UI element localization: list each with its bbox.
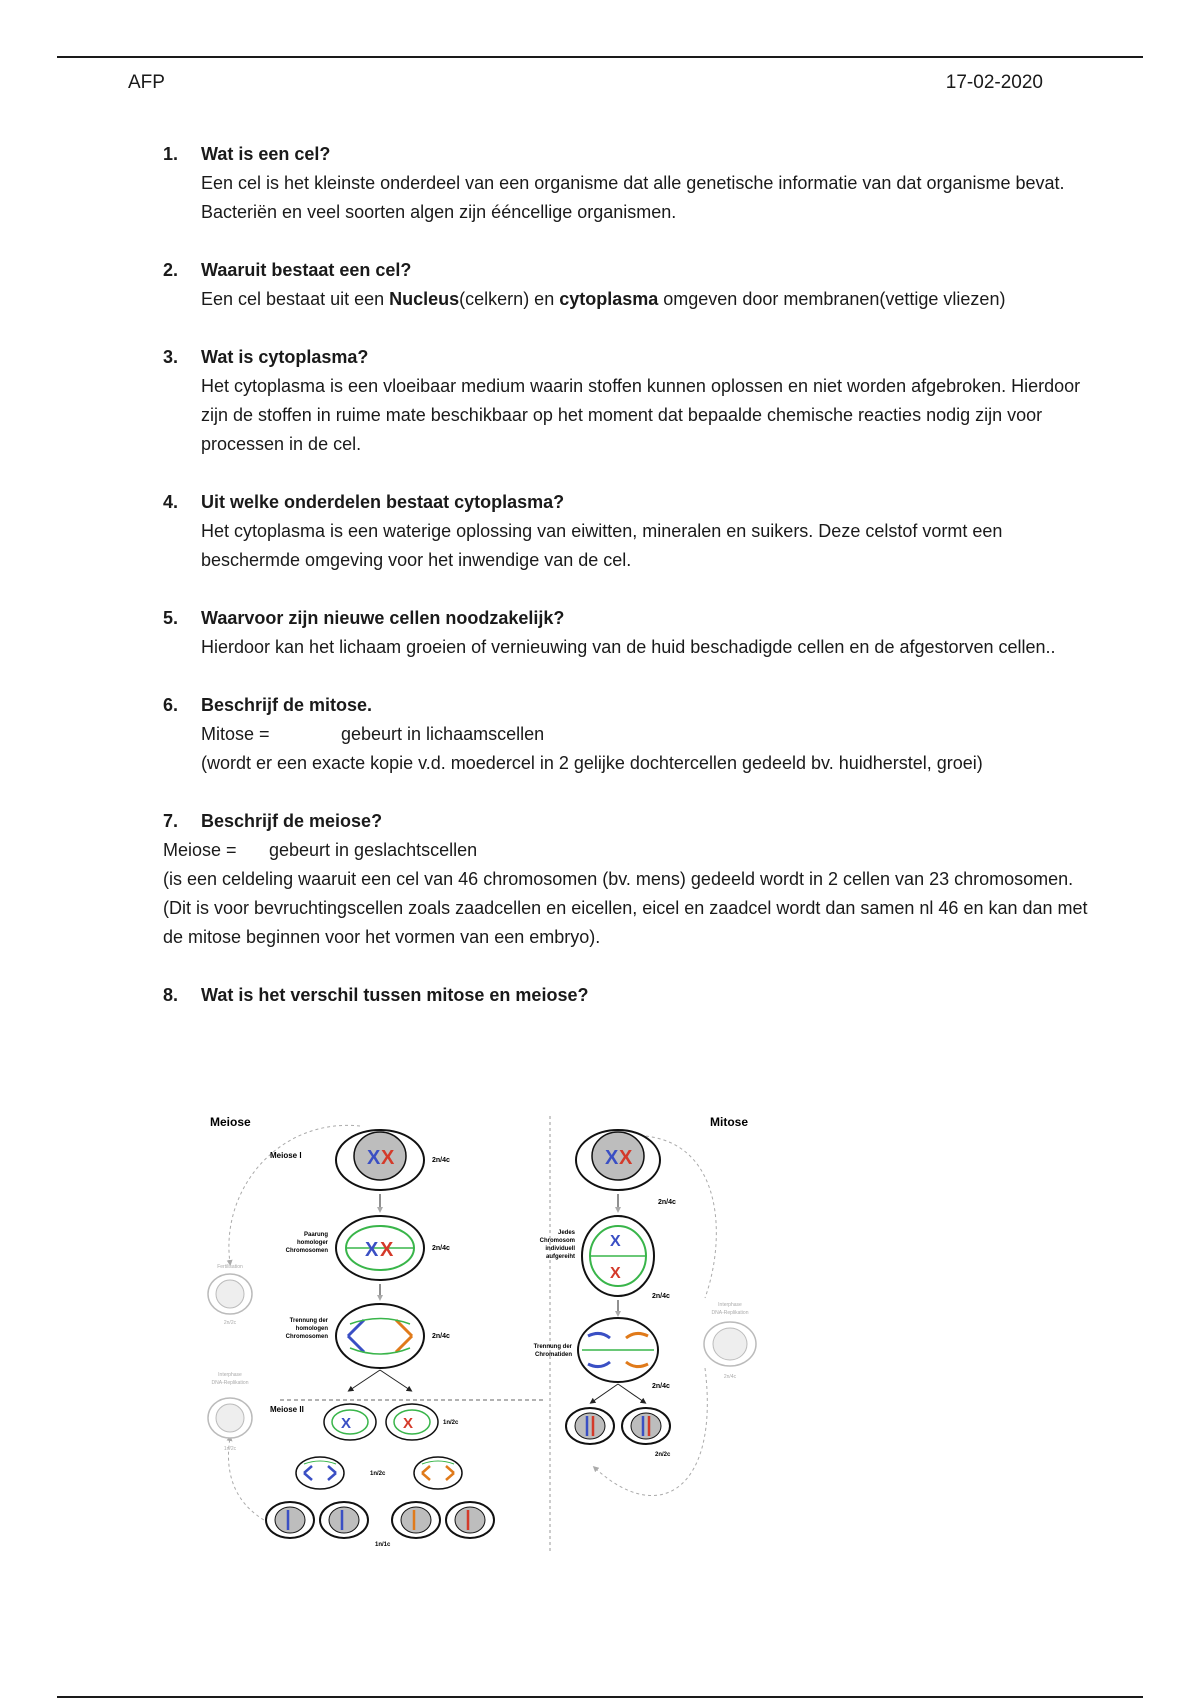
question-answer: (wordt er een exacte kopie v.d. moedercel in 2 gelijke dochtercellen gedeeld bv. huidherstel, groei): [201, 753, 983, 773]
svg-text:2n/2c: 2n/2c: [223, 1320, 237, 1326]
svg-text:homologen: homologen: [295, 1326, 328, 1332]
svg-text:1n/1c: 1n/1c: [375, 1542, 391, 1548]
question-8: [163, 981, 1103, 1010]
svg-text:X: X: [367, 1147, 381, 1169]
question-title: Wat is een cel?: [201, 144, 331, 164]
svg-text:1n/2c: 1n/2c: [223, 1446, 237, 1452]
svg-text:Chromatiden: Chromatiden: [534, 1352, 572, 1358]
term-nucleus: Nucleus: [389, 289, 460, 309]
meiose-mitose-diagram: [200, 1108, 770, 1558]
question-number: 5.: [163, 608, 179, 628]
svg-text:Chromosom: Chromosom: [539, 1238, 575, 1244]
svg-text:2n/4c: 2n/4c: [432, 1333, 450, 1340]
svg-text:X: X: [619, 1147, 633, 1169]
question-number: 4.: [163, 492, 179, 512]
mitose-title: Mitose: [710, 1115, 749, 1129]
svg-text:Chromosomen: Chromosomen: [285, 1334, 328, 1340]
question-7: [163, 807, 1103, 952]
question-title: Beschrijf de meiose?: [201, 811, 383, 831]
svg-text:2n/4c: 2n/4c: [432, 1245, 450, 1252]
question-4: [163, 488, 1103, 575]
term-cytoplasma: cytoplasma: [559, 289, 659, 309]
footer-rule: [57, 1696, 1143, 1698]
meiose2-label: Meiose II: [270, 1405, 304, 1414]
svg-text:homologer: homologer: [297, 1240, 328, 1246]
question-1: [163, 140, 1103, 227]
svg-text:Trennung der: Trennung der: [533, 1344, 572, 1350]
svg-text:X: X: [380, 1239, 394, 1261]
question-number: 6.: [163, 695, 179, 715]
svg-text:DNA-Replikation: DNA-Replikation: [211, 1380, 249, 1386]
svg-text:X: X: [381, 1147, 395, 1169]
header-date: 17-02-2020: [945, 72, 1043, 93]
question-title: Waaruit bestaat een cel?: [201, 260, 412, 280]
question-definition: Mitose = gebeurt in lichaamscellen: [201, 724, 545, 744]
question-answer: Een cel bestaat uit een Nucleus(celkern) en cytoplasma omgeven door membranen(vettige vliezen): [201, 289, 1006, 309]
svg-text:Jedes: Jedes: [557, 1230, 575, 1236]
header-left: AFP: [128, 72, 165, 93]
svg-text:X: X: [610, 1233, 621, 1250]
svg-text:1n/2c: 1n/2c: [443, 1420, 459, 1426]
svg-text:individuell: individuell: [545, 1246, 575, 1252]
question-2: [163, 256, 1103, 314]
svg-text:aufgereiht: aufgereiht: [545, 1254, 575, 1260]
question-number: 8.: [163, 985, 179, 1005]
svg-text:X: X: [365, 1239, 379, 1261]
question-list: [163, 140, 1103, 1039]
question-number: 2.: [163, 260, 179, 280]
question-answer: Een cel is het kleinste onderdeel van een organisme dat alle genetische informatie van dat organisme bevat. Bacteriën en veel soorten algen zijn ééncellige organismen.: [201, 173, 1065, 222]
question-title: Beschrijf de mitose.: [201, 695, 373, 715]
meiose-final-cells: [266, 1502, 494, 1538]
svg-text:2n/4c: 2n/4c: [658, 1199, 676, 1206]
svg-text:Interphase: Interphase: [218, 1372, 242, 1378]
question-answer: Het cytoplasma is een vloeibaar medium waarin stoffen kunnen oplossen en niet worden afgebroken. Hierdoor zijn de stoffen in ruime mate beschikbaar op het moment dat bepaalde chemische reacties nodig zijn voor processen in de cel.: [201, 376, 1081, 454]
svg-text:DNA-Replikation: DNA-Replikation: [711, 1310, 749, 1316]
svg-text:X: X: [605, 1147, 619, 1169]
question-title: Uit welke onderdelen bestaat cytoplasma?: [201, 492, 565, 512]
question-6: [163, 691, 1103, 778]
question-answer: Het cytoplasma is een waterige oplossing van eiwitten, mineralen en suikers. Deze celstof vormt een beschermde omgeving voor het inwendige van de cel.: [201, 521, 1003, 570]
svg-text:Chromosomen: Chromosomen: [285, 1248, 328, 1254]
meiose-title: Meiose: [210, 1115, 251, 1129]
svg-text:Trennung der: Trennung der: [289, 1318, 328, 1324]
question-number: 3.: [163, 347, 179, 367]
question-title: Wat is cytoplasma?: [201, 347, 369, 367]
svg-text:2n/2c: 2n/2c: [655, 1452, 671, 1458]
question-answer: (is een celdeling waaruit een cel van 46 chromosomen (bv. mens) gedeeld wordt in 2 cellen van 23 chromosomen. (Dit is voor bevruchtingscellen zoals zaadcellen en eicellen, eicel en zaadcel wordt dan samen nl 46 en kan dan met de mitose beginnen voor het vormen van een embryo).: [163, 869, 1088, 947]
svg-text:X: X: [403, 1415, 414, 1432]
question-number: 1.: [163, 144, 179, 164]
meiose1-label: Meiose I: [270, 1151, 302, 1160]
svg-text:2n/4c: 2n/4c: [723, 1374, 737, 1380]
svg-text:2n/4c: 2n/4c: [652, 1383, 670, 1390]
question-3: [163, 343, 1103, 459]
question-number: 7.: [163, 811, 179, 831]
svg-text:2n/4c: 2n/4c: [652, 1293, 670, 1300]
svg-text:2n/4c: 2n/4c: [432, 1157, 450, 1164]
svg-text:X: X: [610, 1265, 621, 1282]
svg-text:Paarung: Paarung: [303, 1232, 328, 1238]
question-title: Wat is het verschil tussen mitose en meiose?: [201, 985, 589, 1005]
question-definition: Meiose = gebeurt in geslachtscellen: [163, 840, 478, 860]
svg-text:1n/2c: 1n/2c: [370, 1471, 386, 1477]
svg-text:Interphase: Interphase: [718, 1302, 742, 1308]
mitose-final-cells: [566, 1408, 670, 1444]
question-answer: Hierdoor kan het lichaam groeien of vernieuwing van de huid beschadigde cellen en de afgestorven cellen..: [201, 637, 1056, 657]
header-rule: [57, 56, 1143, 58]
svg-text:X: X: [341, 1415, 352, 1432]
question-title: Waarvoor zijn nieuwe cellen noodzakelijk?: [201, 608, 565, 628]
svg-text:Fertilisation: Fertilisation: [217, 1264, 243, 1270]
question-5: [163, 604, 1103, 662]
